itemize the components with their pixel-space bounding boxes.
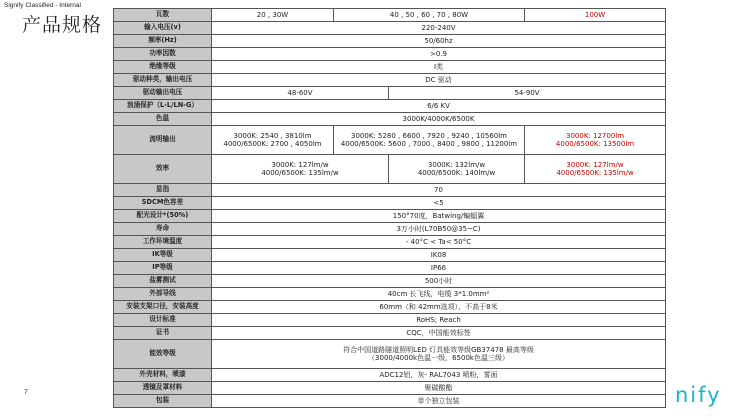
spec-label: 频率(Hz) bbox=[114, 35, 212, 48]
spec-value: CQC，中国能效标签 bbox=[212, 327, 666, 340]
spec-value: 100W bbox=[525, 9, 666, 22]
spec-value: 48-60V bbox=[212, 87, 389, 100]
spec-row-flux bbox=[114, 126, 666, 155]
spec-value bbox=[212, 340, 666, 369]
flux-4000k: 4000/6500K: 2700 , 4050lm bbox=[223, 140, 322, 148]
spec-value: I类 bbox=[212, 61, 666, 74]
spec-row-ik bbox=[114, 249, 666, 262]
spec-row-cable bbox=[114, 288, 666, 301]
efficacy-4000k: 4000/6500K: 135lm/w bbox=[556, 169, 634, 177]
spec-label: 寿命 bbox=[114, 223, 212, 236]
spec-value: 40cm 长飞线，电缆 3*1.0mm² bbox=[212, 288, 666, 301]
spec-value: 40 , 50 , 60 , 70 , 80W bbox=[334, 9, 525, 22]
spec-value bbox=[334, 126, 525, 155]
spec-value: 220-240V bbox=[212, 22, 666, 35]
spec-value bbox=[389, 155, 525, 184]
spec-label: SDCM色容差 bbox=[114, 197, 212, 210]
flux-3000k: 3000K: 5280 , 6600 , 7920 , 9240 , 10560lm bbox=[351, 131, 507, 140]
spec-row-power-factor bbox=[114, 48, 666, 61]
spec-label: 效率 bbox=[114, 155, 212, 184]
spec-label: 能效等级 bbox=[114, 340, 212, 369]
page-number: 7 bbox=[24, 389, 28, 396]
spec-value: 3000K/4000K/6500K bbox=[212, 113, 666, 126]
spec-row-driver-type bbox=[114, 74, 666, 87]
spec-row-certificate bbox=[114, 327, 666, 340]
flux-3000k: 3000K: 12700lm bbox=[566, 131, 625, 140]
spec-row-sdcm bbox=[114, 197, 666, 210]
spec-value bbox=[525, 126, 666, 155]
spec-value: RoHS; Reach bbox=[212, 314, 666, 327]
spec-value bbox=[212, 126, 334, 155]
spec-value bbox=[212, 155, 389, 184]
spec-value: - 40°C < Ta< 50°C bbox=[212, 236, 666, 249]
spec-row-wattage bbox=[114, 9, 666, 22]
spec-label: 输入电压(v) bbox=[114, 22, 212, 35]
flux-4000k: 4000/6500K: 13500lm bbox=[555, 140, 635, 148]
spec-value: <5 bbox=[212, 197, 666, 210]
spec-label: 盐雾测试 bbox=[114, 275, 212, 288]
efficacy-3000k: 3000K: 127lm/w bbox=[271, 160, 329, 169]
spec-value: 单个独立包装 bbox=[212, 395, 666, 408]
spec-label: IK等级 bbox=[114, 249, 212, 262]
spec-row-housing bbox=[114, 369, 666, 382]
spec-row-lifetime bbox=[114, 223, 666, 236]
spec-value: 3万小时(L70B50@35~C) bbox=[212, 223, 666, 236]
spec-row-temperature bbox=[114, 236, 666, 249]
spec-value: 6/6 KV bbox=[212, 100, 666, 113]
efficacy-4000k: 4000/6500K: 135lm/w bbox=[261, 169, 339, 177]
spec-row-mounting bbox=[114, 301, 666, 314]
spec-row-driver-output bbox=[114, 87, 666, 100]
spec-value: 150°70度，Batwing/蝙蝠翼 bbox=[212, 210, 666, 223]
flux-4000k: 4000/6500K: 5600 , 7000 , 8400 , 9800 , 11200lm bbox=[340, 140, 518, 148]
spec-value: 聚碳酸酯 bbox=[212, 382, 666, 395]
spec-value: 54-90V bbox=[389, 87, 666, 100]
efficacy-4000k: 4000/6500K: 140lm/w bbox=[417, 169, 496, 177]
spec-label: 设计标准 bbox=[114, 314, 212, 327]
page-title: 产品规格 bbox=[22, 14, 103, 36]
spec-value: 60mm（和 42mm选项），不高于8米 bbox=[212, 301, 666, 314]
spec-value: ADC12铝，灰- RAL7043 喷粉，雾面 bbox=[212, 369, 666, 382]
spec-label: 色温 bbox=[114, 113, 212, 126]
spec-label: 外部导线 bbox=[114, 288, 212, 301]
spec-row-frequency bbox=[114, 35, 666, 48]
spec-row-cct bbox=[114, 113, 666, 126]
spec-value: 20 , 30W bbox=[212, 9, 334, 22]
spec-label: 瓦数 bbox=[114, 9, 212, 22]
spec-value: 50/60hz bbox=[212, 35, 666, 48]
spec-value: DC 驱动 bbox=[212, 74, 666, 87]
spec-value: >0.9 bbox=[212, 48, 666, 61]
spec-row-ip bbox=[114, 262, 666, 275]
spec-label: 驱动种类，输出电压 bbox=[114, 74, 212, 87]
spec-label: 透镜及罩材料 bbox=[114, 382, 212, 395]
spec-label: 包装 bbox=[114, 395, 212, 408]
spec-label: 流明输出 bbox=[114, 126, 212, 155]
spec-row-insulation bbox=[114, 61, 666, 74]
spec-row-standard bbox=[114, 314, 666, 327]
spec-label: 安装支架口径，安装高度 bbox=[114, 301, 212, 314]
classification-label: Signify Classified - Internal bbox=[4, 2, 81, 9]
spec-label: 驱动输出电压 bbox=[114, 87, 212, 100]
spec-label: 浪涌保护（L-L/LN-G） bbox=[114, 100, 212, 113]
spec-row-energy bbox=[114, 340, 666, 369]
spec-value bbox=[525, 155, 666, 184]
spec-label: 显指 bbox=[114, 184, 212, 197]
spec-row-surge bbox=[114, 100, 666, 113]
spec-table bbox=[113, 8, 666, 408]
spec-row-cover bbox=[114, 382, 666, 395]
energy-line-1: 符合中国道路隧道照明LED 灯具能效等级GB37478 最高等级 bbox=[343, 345, 534, 354]
spec-row-optics bbox=[114, 210, 666, 223]
spec-label: 证书 bbox=[114, 327, 212, 340]
spec-row-packaging bbox=[114, 395, 666, 408]
spec-row-salt-spray bbox=[114, 275, 666, 288]
brand-logo-text: nify bbox=[675, 383, 722, 407]
efficacy-3000k: 3000K: 132lm/w bbox=[427, 160, 486, 169]
spec-value: 70 bbox=[212, 184, 666, 197]
spec-label: 工作环境温度 bbox=[114, 236, 212, 249]
spec-label: 绝缘等级 bbox=[114, 61, 212, 74]
spec-row-efficacy bbox=[114, 155, 666, 184]
spec-value: 500小时 bbox=[212, 275, 666, 288]
spec-value: IP66 bbox=[212, 262, 666, 275]
efficacy-3000k: 3000K: 127lm/w bbox=[566, 160, 624, 169]
spec-value: IK08 bbox=[212, 249, 666, 262]
spec-row-input-voltage bbox=[114, 22, 666, 35]
spec-label: 功率因数 bbox=[114, 48, 212, 61]
spec-row-cri bbox=[114, 184, 666, 197]
spec-label: 外壳材料，喷漆 bbox=[114, 369, 212, 382]
spec-label: IP等级 bbox=[114, 262, 212, 275]
spec-label: 配光设计*(50%) bbox=[114, 210, 212, 223]
energy-line-2: （3000/4000k色温一级，6500k色温三级） bbox=[368, 354, 509, 362]
flux-3000k: 3000K: 2540 , 3810lm bbox=[233, 131, 312, 140]
